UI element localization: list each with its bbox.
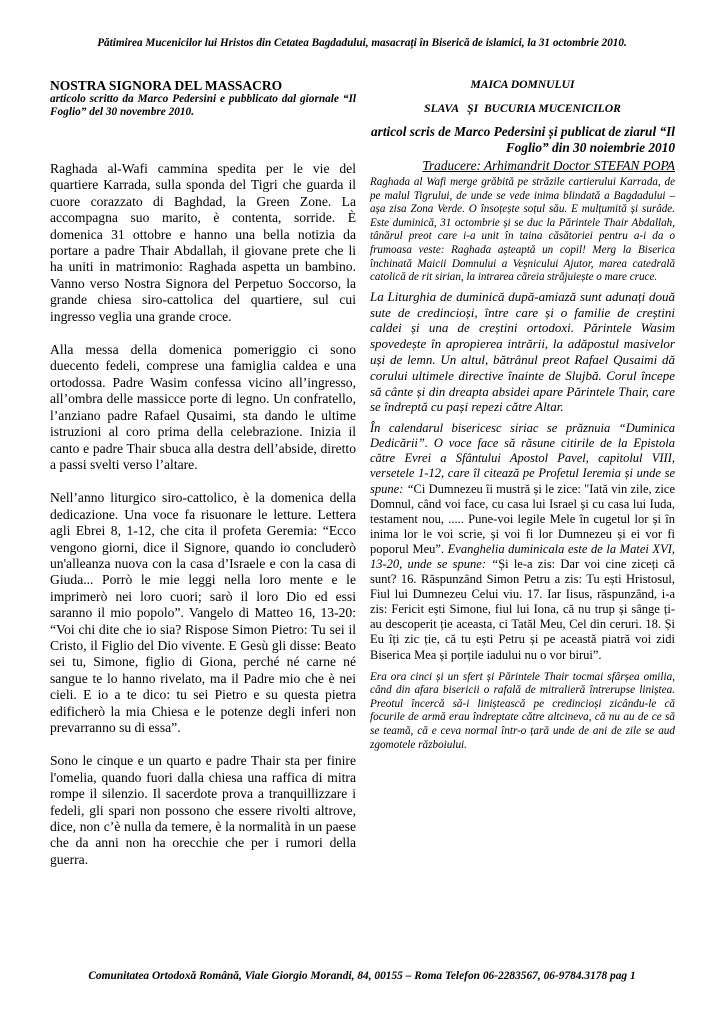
romanian-byline: articol scris de Marco Pedersini și publicat de ziarul “Il Foglio” din 30 noiembrie 2010 [371,124,675,155]
romanian-title-2: SLAVA ȘI BUCURIA MUCENICILOR [424,102,621,115]
romanian-paragraph-3-intro: În calendarul bisericesc siriac se prăznuia “Duminica Dedicării”. O voce face să răsune citirile de la Epistola către Evrei a Sfântului Apostol Pavel, capitolul VIII, versetele 1-12, care îl citează pe Profetul Ieremia și unde se spune: “ [370,421,675,496]
italian-paragraph-2: Alla messa della domenica pomeriggio ci sono duecento fedeli, comprese una famiglia caldea e una ortodossa. Padre Wasim confessa vicino all’ingresso, all’ombra delle massicce porte di legno. Un confratello, l’anziano padre Rafael Qusaimi, sta dando le ultime istruzioni al coro prima della celebrazione. Inizia il canto e padre Thair sbuca alla destra dell’abside, diretto a passi svelti verso l’altare. [50,342,356,472]
italian-paragraph-1: Raghada al-Wafi cammina spedita per le vie del quartiere Karrada, sulla sponda del Tigri che guarda il cuore corazzato di Baghdad, la Green Zone. La accompagna suo marito, è contenta, sorride. È domenica 31 ottobre e hanno una bella notizia da portare a padre Thair Abdallah, il giovane prete che li ha uniti in matrimonio: Raghada aspetta un bambino. Vanno verso Nostra Signora del Perpetuo Soccorso, la grande chiesa siro-cattolica del quartiere, sul cui ingresso veglia una grande croce. [50,161,356,324]
romanian-paragraph-2: La Liturghia de duminică după-amiază sunt adunați două sute de credincioși, între care și o familie de creștini caldei și una de creștini ortodoxi. Părintele Wasim spovedește în apropierea intrării, la adăpostul masivelor uși de lemn. Un altul, bătrânul preot Rafael Qusaimi dă corului ultimele directive înainte de Slujbă. Corul începe să cânte și din dreapta absidei apare Părintele Thair, care se îndreptă cu pași repezi către Altar. [370,288,675,415]
italian-article [50,78,356,868]
romanian-paragraph-3-gospel-intro: Evangheliа duminicala este de la Matei XVI, 13-20, unde se spune: “ [370,541,675,571]
romanian-title-1: MAICA DOMNULUI [470,78,575,91]
italian-title: NOSTRA SIGNORA DEL MASSACRO [50,78,283,93]
italian-paragraph-3: Nell’anno liturgico siro-cattolico, è la domenica della dedicazione. Una voce fa risuonare le letture. Lettera agli Ebrei 8, 1-12, che cita il profeta Geremia: “Ecco vengono giorni, dice il Signore, quando io concluderò un'alleanza nuova con la casa d’Israele e con la casa di Giuda... Porrò le mie leggi nella loro mente e le imprimerò nei loro cuori; sarò il loro Dio ed essi saranno il mio popolo”. Vangelo di Matteo 16, 13-20: “Voi chi dite che io sia? Rispose Simon Pietro: Tu sei il Cristo, il Figlio del Dio vivente. E Gesù gli disse: Beato sei tu, Simone, figlio di Giona, perché né carne né sangue te lo hanno rivelato, ma il Padre mio che è nei cieli. E io a te dico: tu sei Pietro e su questa pietra edificherò la mia Chiesa e le potenze degli inferi non prevarranno su di essa”. [50,490,356,735]
romanian-paragraph-3-epistle: Ci Dumnezeu îi mustră și le zice: "Iată vin zile, zice Domnul, când voi face, cu casa lui Israel și cu casa lui Iuda, testament nou, ..... Pune-voi legile Mele în cugetul lor și în inima lor le voi scrie, și voi fi lor Dumnezeu și ei vor fi poporul Meu”. [370,481,675,556]
romanian-article [370,78,675,752]
romanian-paragraph-4: Era ora cinci și un sfert și Părintele Thair tocmai sfârșea omilia, când din afara bisericii o rafală de mitralieră întrerupse liniștea. Preotul încercă să-i liniștească pe credincioși zicându-le că focurile de armă erau îndreptate către altcineva, că nu au de ce să se teamă, că e ceva normal într-o țară unde de ani de zile se aud zgomotele războiului. [370,670,675,751]
page-header: Pătimirea Mucenicilor lui Hristos din Cetatea Bagdadului, masacrați în Biserică de islamici, la 31 octombrie 2010. [97,37,627,49]
romanian-paragraph-3-gospel: Și le-a zis: Dar voi cine ziceți că sunt? 16. Răspunzând Simon Petru a zis: Tu ești Hristosul, Fiul lui Dumnezeu Celui viu. 17. Iar Iisus, răspunzând, i-a zis: Fericit ești Simone, fiul lui Iona, că nu trup și sânge ți-au descoperit ție aceasta, ci Tatăl Meu, Cel din ceruri. 18. Și Eu îți zic ție, că tu ești Petru și pe această piatră voi zidi Biserica Mea și porțile iadului nu o vor birui”. [370,556,675,662]
romanian-translator: Traducere: Arhimandrit Doctor STEFAN POPA [422,158,675,173]
italian-paragraph-4: Sono le cinque e un quarto e padre Thair sta per finire l'omelia, quando fuori dalla chiesa una raffica di mitra rompe il silenzio. Il sacerdote prova a tranquillizzare i fedeli, gli spari non possono che essere rivolti altrove, dice, non c’è nulla da temere, è la normalità in un paese che da anni non ha orecchie che per i rumori della guerra. [50,753,356,867]
romanian-paragraph-1: Raghada al Wafi merge grăbită pe străzile cartierului Karrada, de pe malul Tigrului, de unde se vede inima blindată a Bagdadului – așa zisa Zona Verde. O însoțește soțul său. E mulțumită și surâde. Este duminică, 31 octombrie și se duc la Părintele Thair Abdallah, tânărul preot care i-a unit în taina căsătoriei pentru a-i da o frumoasa veste: Raghada așteaptă un copil! Merg la Biserica închinată Maicii Domnului a Veșnicului Ajutor, marea catedrală catolică de rit sirian, la intrarea căreia străjuiește o mare cruce. [370,176,675,284]
romanian-paragraph-3 [370,421,675,663]
italian-subtitle: articolo scritto da Marco Pedersini e pubblicato dal giornale “Il Foglio” del 30 novembre 2010. [50,93,356,118]
page-footer: Comunitatea Ortodoxă Română, Viale Giorgio Morandi, 84, 00155 – Roma Telefon 06-2283567, 06-9784.3178 pag 1 [88,970,636,982]
